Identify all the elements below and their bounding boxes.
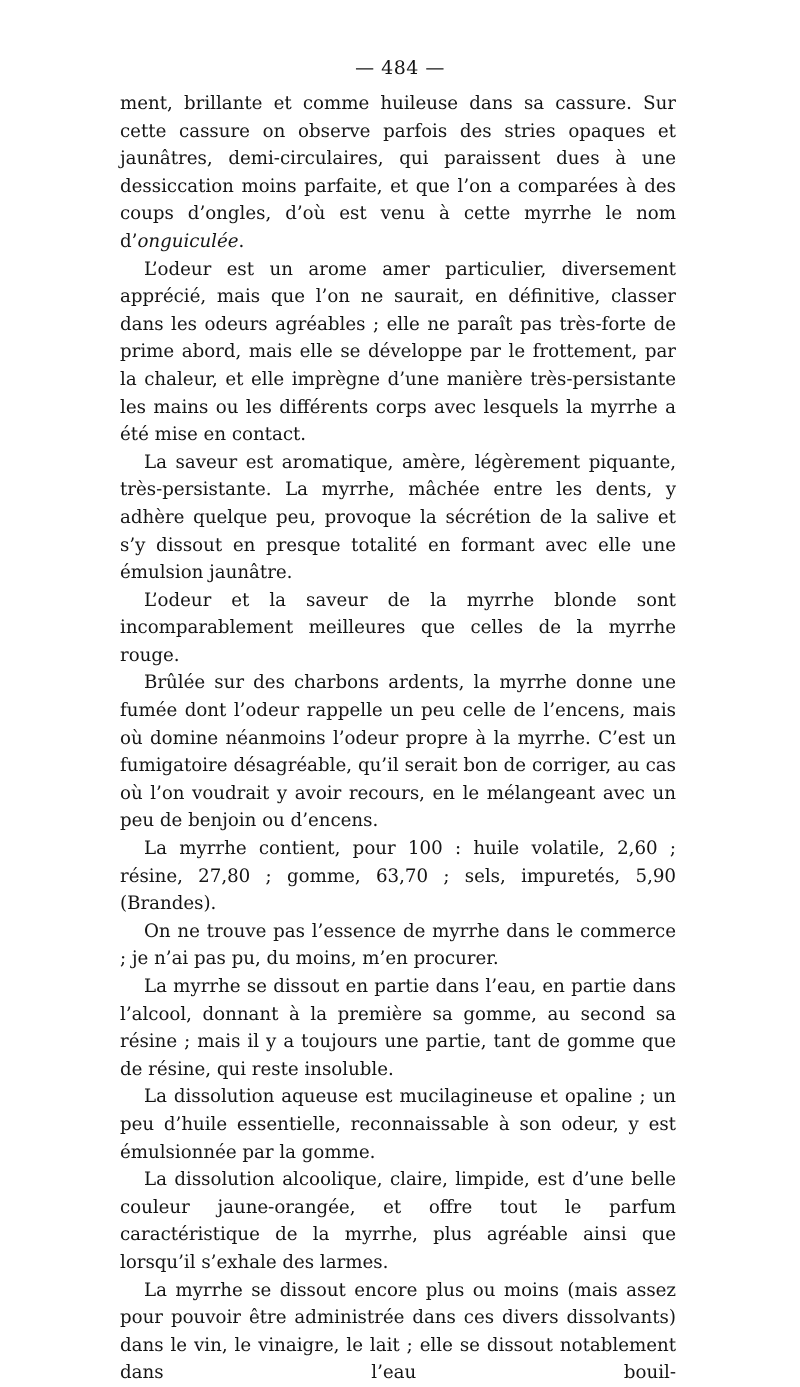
page-number: — 484 — bbox=[355, 57, 445, 79]
paragraph-continuation bbox=[120, 90, 676, 256]
paragraph-myrrhe-blonde: L’odeur et la saveur de la myrrhe blonde sont incomparablement meilleures que celles de la myrrhe rouge. bbox=[120, 589, 676, 666]
italic-term: onguiculée bbox=[137, 230, 239, 252]
paragraph-dissolution-alcoolique: La dissolution alcoolique, claire, limpide, est d’une belle couleur jaune-orangée, et offre tout le parfum caractéristique de la myrrhe, plus agréable ainsi que lorsqu’il s’exhale des larmes. bbox=[120, 1169, 676, 1273]
paragraph-composition: La myrrhe contient, pour 100 : huile volatile, 2,60 ; résine, 27,80 ; gomme, 63,70 ; sels, impuretés, 5,90 (Brandes). bbox=[120, 838, 676, 915]
paragraph-dissolution-aqueuse: La dissolution aqueuse est mucilagineuse et opaline ; un peu d’huile essentielle, reconnaissable à son odeur, y est émulsionnée par la gomme. bbox=[120, 1086, 676, 1163]
paragraph-solubilite: La myrrhe se dissout en partie dans l’eau, en partie dans l’alcool, donnant à la première sa gomme, au second sa résine ; mais il y a toujours une partie, tant de gomme que de résine, qui reste insoluble. bbox=[120, 976, 676, 1080]
body-text bbox=[120, 90, 676, 1387]
paragraph-combustion: Brûlée sur des charbons ardents, la myrrhe donne une fumée dont l’odeur rappelle un peu celle de l’encens, mais où domine néanmoins l’odeur propre à la myrrhe. C’est un fumigatoire désagréable, qu’il serait bon de corriger, au cas où l’on voudrait y avoir recours, en le mélangeant avec un peu de benjoin ou d’encens. bbox=[120, 672, 676, 832]
paragraph-essence: On ne trouve pas l’essence de myrrhe dans le commerce ; je n’ai pas pu, du moins, m’en procurer. bbox=[120, 920, 676, 970]
paragraph-saveur: La saveur est aromatique, amère, légèrement piquante, très-persistante. La myrrhe, mâchée entre les dents, y adhère quelque peu, provoque la sécrétion de la salive et s’y dissout en presque totalité en formant avec elle une émulsion jaunâtre. bbox=[120, 451, 676, 584]
paragraph-autres-dissolvants: La myrrhe se dissout encore plus ou moins (mais assez pour pouvoir être administrée dans ces divers dissolvants) dans le vin, le vinaigre, le lait ; elle se dissout notablement dans l’eau bouil- bbox=[120, 1279, 676, 1384]
paragraph-text-end: . bbox=[238, 230, 245, 252]
paragraph-odeur: L’odeur est un arome amer particulier, diversement apprécié, mais que l’on ne saurait, en définitive, classer dans les odeurs agréables ; elle ne paraît pas très-forte de prime abord, mais elle se développe par le frottement, par la chaleur, et elle imprègne d’une manière très-persistante les mains ou les différents corps avec lesquels la myrrhe a été mise en contact. bbox=[120, 258, 676, 446]
paragraph-text: ment, brillante et comme huileuse dans sa cassure. Sur cette cassure on observe parfois des stries opaques et jaunâtres, demi-circulaires, qui paraissent dues à une dessiccation moins parfaite, et que l’on a comparées à des coups d’ongles, d’où est venu à cette myrrhe le nom d’ bbox=[120, 93, 676, 252]
